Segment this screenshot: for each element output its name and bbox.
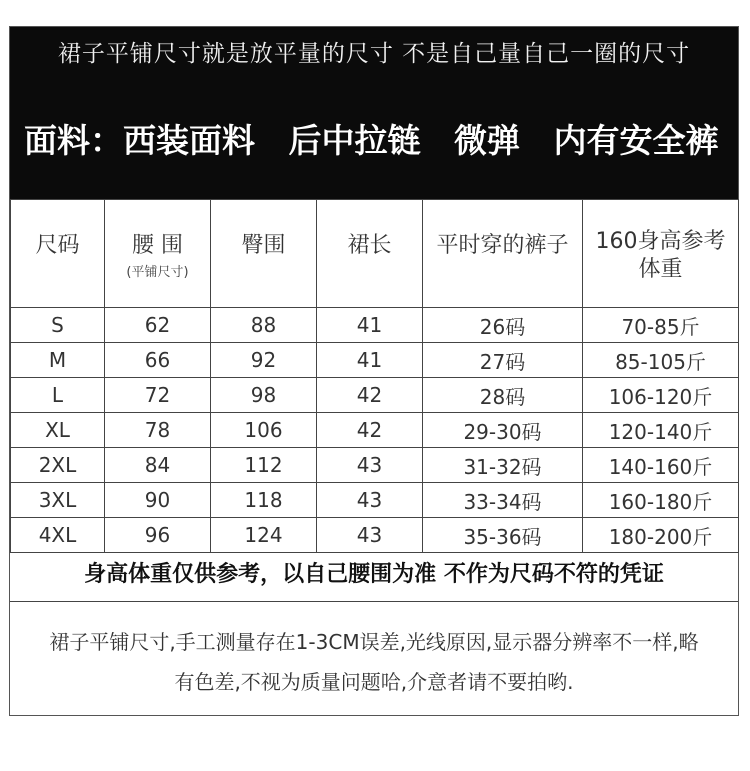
- cell-size: XL: [11, 413, 105, 448]
- cell-weight: 140-160斤: [583, 448, 739, 483]
- header-top-note: 裙子平铺尺寸就是放平量的尺寸 不是自己量自己一圈的尺寸: [57, 41, 691, 67]
- cell-waist: 78: [105, 413, 211, 448]
- cell-length: 42: [317, 413, 423, 448]
- cell-hip: 92: [211, 343, 317, 378]
- col-weight: 160身高参考 体重: [583, 200, 739, 308]
- table-row: [11, 343, 739, 378]
- col-pants: 平时穿的裤子: [423, 200, 583, 308]
- cell-hip: 98: [211, 378, 317, 413]
- cell-hip: 106: [211, 413, 317, 448]
- cell-size: 3XL: [11, 483, 105, 518]
- cell-length: 43: [317, 483, 423, 518]
- cell-hip: 118: [211, 483, 317, 518]
- cell-size: L: [11, 378, 105, 413]
- col-waist-sub: (平铺尺寸): [126, 265, 189, 280]
- cell-hip: 124: [211, 518, 317, 553]
- table-row: [11, 378, 739, 413]
- cell-waist: 84: [105, 448, 211, 483]
- header-banner: [10, 27, 738, 199]
- cell-weight: 70-85斤: [583, 308, 739, 343]
- size-chart-card: [9, 26, 739, 716]
- cell-size: 2XL: [11, 448, 105, 483]
- cell-pants: 31-32码: [423, 448, 583, 483]
- cell-waist: 66: [105, 343, 211, 378]
- feature-zipper: 后中拉链: [288, 121, 421, 160]
- cell-pants: 28码: [423, 378, 583, 413]
- table-row: [11, 483, 739, 518]
- cell-weight: 160-180斤: [583, 483, 739, 518]
- cell-waist: 90: [105, 483, 211, 518]
- cell-hip: 88: [211, 308, 317, 343]
- feature-fabric: 面料：西装面料: [24, 121, 255, 160]
- cell-size: 4XL: [11, 518, 105, 553]
- cell-pants: 26码: [423, 308, 583, 343]
- cell-size: M: [11, 343, 105, 378]
- cell-hip: 112: [211, 448, 317, 483]
- cell-pants: 33-34码: [423, 483, 583, 518]
- cell-length: 43: [317, 518, 423, 553]
- table-row: [11, 518, 739, 553]
- feature-line: [24, 115, 741, 162]
- cell-weight: 120-140斤: [583, 413, 739, 448]
- col-waist: 腰 围 (平铺尺寸): [105, 200, 211, 308]
- feature-safety-shorts: 内有安全裤: [553, 121, 719, 160]
- cell-weight: 85-105斤: [583, 343, 739, 378]
- cell-weight: 180-200斤: [583, 518, 739, 553]
- cell-weight: 106-120斤: [583, 378, 739, 413]
- table-row: [11, 448, 739, 483]
- reference-note: 身高体重仅供参考，以自己腰围为准 不作为尺码不符的凭证: [84, 562, 664, 587]
- table-row: [11, 413, 739, 448]
- cell-length: 42: [317, 378, 423, 413]
- feature-stretch: 微弹: [454, 121, 520, 160]
- col-length: 裙长: [317, 200, 423, 308]
- disclaimer-note: 裙子平铺尺寸,手工测量存在1-3CM误差,光线原因,显示器分辨率不一样,略有色差,不视为质量问题哈,介意者请不要拍哟.: [10, 601, 738, 715]
- cell-waist: 96: [105, 518, 211, 553]
- table-header-row: [11, 200, 739, 308]
- table-row: [11, 308, 739, 343]
- col-size: 尺码: [11, 200, 105, 308]
- cell-waist: 72: [105, 378, 211, 413]
- cell-length: 41: [317, 308, 423, 343]
- cell-pants: 35-36码: [423, 518, 583, 553]
- cell-waist: 62: [105, 308, 211, 343]
- size-table: [10, 199, 739, 553]
- col-hip: 臀围: [211, 200, 317, 308]
- cell-pants: 27码: [423, 343, 583, 378]
- cell-pants: 29-30码: [423, 413, 583, 448]
- cell-length: 43: [317, 448, 423, 483]
- cell-length: 41: [317, 343, 423, 378]
- cell-size: S: [11, 308, 105, 343]
